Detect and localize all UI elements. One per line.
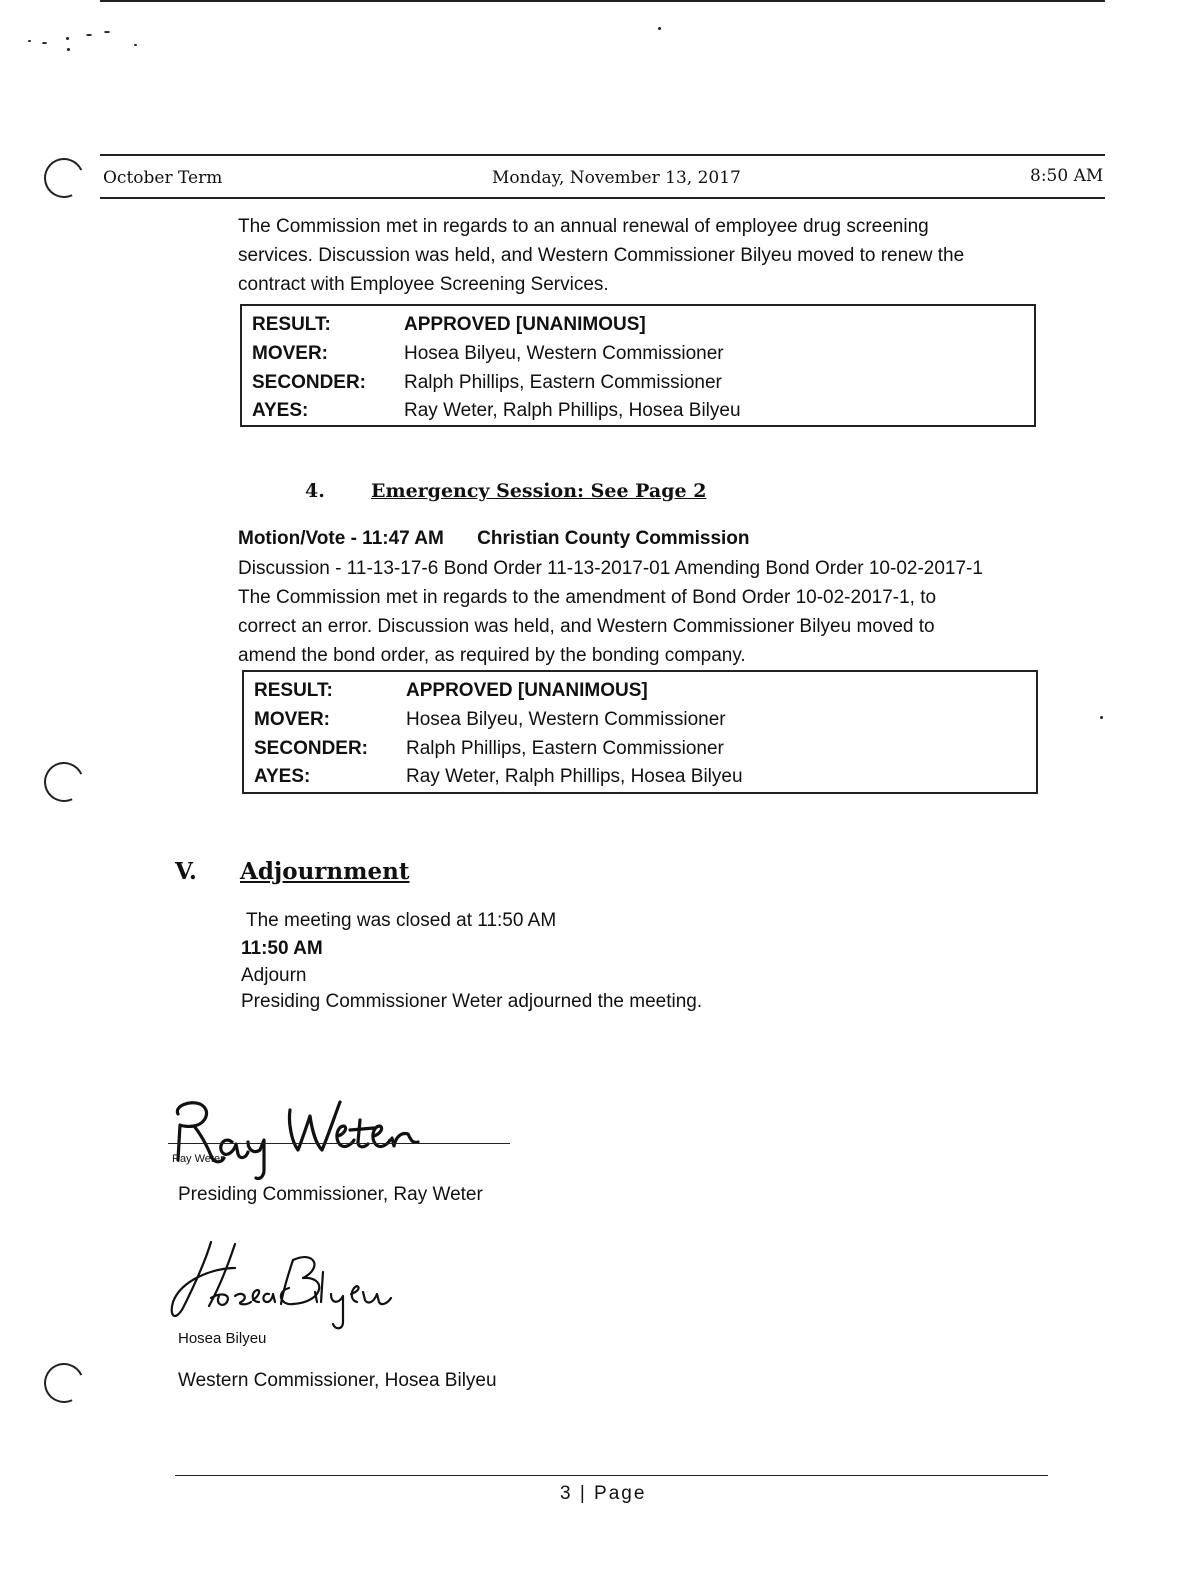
signature-caption: Ray Weter [172, 1153, 224, 1165]
scan-speck [104, 31, 110, 33]
header-top-rule [100, 154, 1105, 156]
vote-label: AYES: [252, 400, 309, 421]
ray-weter-signature [160, 1080, 520, 1180]
scan-speck [658, 27, 661, 30]
binder-hole-icon [38, 756, 89, 807]
vote-value: APPROVED [UNANIMOUS] [404, 314, 646, 335]
paragraph-line: contract with Employee Screening Services. [238, 274, 609, 295]
vote-label: MOVER: [252, 343, 328, 364]
motion-body: Christian County Commission [477, 528, 750, 549]
hosea-bilyeu-signature [165, 1232, 465, 1337]
vote-result-box [240, 304, 1036, 427]
vote-value: Ralph Phillips, Eastern Commissioner [406, 738, 724, 759]
header-bottom-rule [100, 197, 1105, 199]
signature-caption: Hosea Bilyeu [178, 1330, 267, 1347]
motion-label: Motion/Vote - 11:47 AM [238, 528, 444, 549]
scan-speck [66, 37, 69, 40]
vote-label: MOVER: [254, 709, 330, 730]
paragraph-line: The Commission met in regards to the amendment of Bond Order 10-02-2017-1, to [238, 587, 937, 608]
header-time: 8:50 AM [1030, 166, 1104, 186]
vote-result-box [242, 670, 1038, 794]
signature-line [170, 1300, 370, 1301]
vote-value: Ralph Phillips, Eastern Commissioner [404, 372, 722, 393]
adjournment-time: 11:50 AM [241, 938, 323, 959]
vote-label: AYES: [254, 766, 311, 787]
adjournment-number: V. [175, 858, 197, 885]
top-edge-rule [100, 0, 1105, 2]
adjournment-closed-text: The meeting was closed at 11:50 AM [246, 910, 557, 931]
header-term: October Term [103, 168, 223, 188]
signatory-title: Presiding Commissioner, Ray Weter [178, 1184, 483, 1205]
vote-label: RESULT: [254, 680, 333, 701]
scan-speck [28, 40, 31, 42]
adjournment-action: Adjourn [241, 965, 307, 986]
scan-speck [1100, 716, 1103, 719]
vote-label: RESULT: [252, 314, 331, 335]
section-number: 4. [305, 480, 325, 502]
vote-value: APPROVED [UNANIMOUS] [406, 680, 648, 701]
vote-label: SECONDER: [254, 738, 369, 759]
section-title: Emergency Session: See Page 2 [371, 480, 707, 502]
signature-line [168, 1143, 510, 1144]
paragraph-line: services. Discussion was held, and Western Commissioner Bilyeu moved to renew the [238, 245, 965, 266]
footer-rule [175, 1475, 1048, 1476]
paragraph-line: Discussion - 11-13-17-6 Bond Order 11-13-2017-01 Amending Bond Order 10-02-2017-1 [238, 558, 983, 579]
scan-speck [67, 48, 70, 51]
binder-hole-icon [38, 152, 89, 203]
signatory-title: Western Commissioner, Hosea Bilyeu [178, 1370, 497, 1391]
adjournment-statement: Presiding Commissioner Weter adjourned the meeting. [241, 991, 703, 1012]
vote-value: Ray Weter, Ralph Phillips, Hosea Bilyeu [404, 400, 741, 421]
vote-value: Ray Weter, Ralph Phillips, Hosea Bilyeu [406, 766, 743, 787]
vote-value: Hosea Bilyeu, Western Commissioner [404, 343, 724, 364]
vote-label: SECONDER: [252, 372, 367, 393]
header-date: Monday, November 13, 2017 [492, 168, 741, 188]
scan-speck [86, 34, 92, 36]
motion-heading [238, 528, 750, 550]
page-number: 3 | Page [560, 1483, 647, 1504]
motion-paragraph [238, 554, 1058, 670]
scan-speck [134, 44, 137, 46]
vote-value: Hosea Bilyeu, Western Commissioner [406, 709, 726, 730]
paragraph-line: correct an error. Discussion was held, and Western Commissioner Bilyeu moved to [238, 616, 935, 637]
adjournment-title: Adjournment [240, 858, 410, 885]
intro-paragraph [238, 212, 1038, 299]
paragraph-line: amend the bond order, as required by the bonding company. [238, 645, 746, 666]
paragraph-line: The Commission met in regards to an annual renewal of employee drug screening [238, 216, 929, 237]
binder-hole-icon [38, 1357, 89, 1408]
scan-speck [42, 42, 47, 44]
